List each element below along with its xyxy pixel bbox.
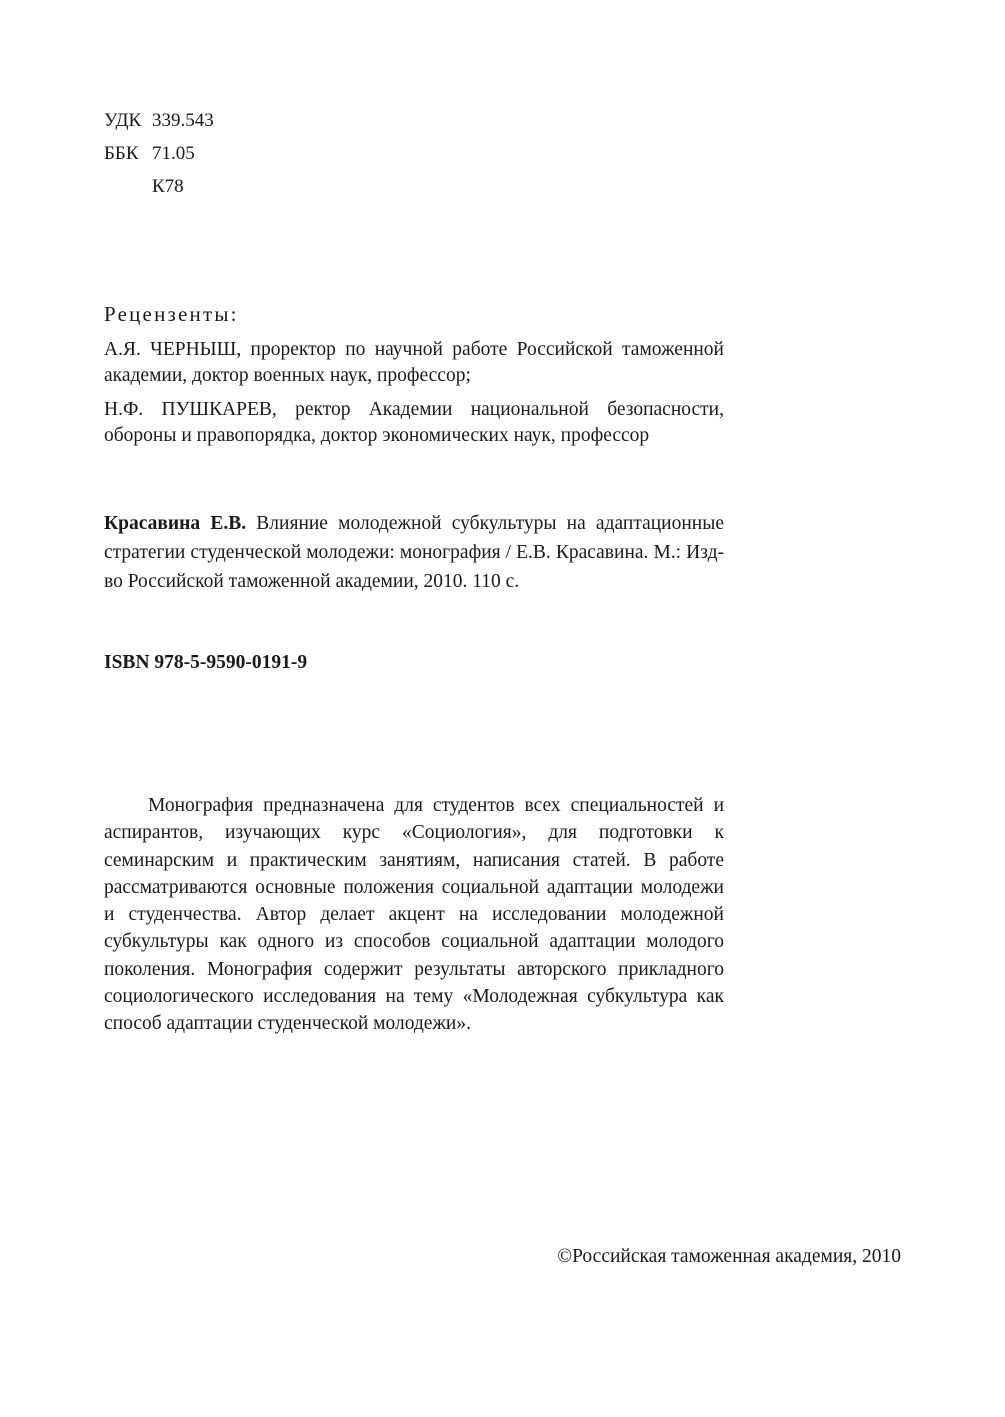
citation-author: Красавина Е.В.: [104, 513, 247, 534]
annotation-paragraph: Монография предназначена для студентов всех специальностей и аспирантов, изучающих курс «Социология», для подготовки к семинарским и практическим занятиям, написания статей. В работе рассматриваются основные положения социальной адаптации молодежи и студенчества. Автор делает акцент на исследовании молодежной субкультуры как одного из способов социальной адаптации молодого поколения. Монография содержит результаты авторского прикладного социологического исследования на тему «Молодежная субкультура как способ адаптации студенческой молодежи».: [104, 795, 724, 1035]
udc-label: УДК: [104, 110, 142, 131]
reviewers-block: [104, 302, 724, 457]
author-mark: К78: [152, 176, 184, 197]
udc-row: [104, 104, 214, 137]
bbk-row: [104, 137, 214, 170]
reviewer-item: А.Я. ЧЕРНЫШ, проректор по научной работе Российской таможенной академии, доктор военных наук, профессор;: [104, 339, 724, 386]
bibliographic-citation: [104, 509, 724, 596]
citation-text: Влияние молодежной субкультуры на адаптационные стратегии студенческой молодежи: монография / Е.В. Красавина. М.: Изд-во Российской таможенной академии, 2010. 110 с.: [104, 513, 724, 592]
reviewers-heading: Рецензенты:: [104, 302, 239, 326]
reviewer-item: Н.Ф. ПУШКАРЕВ, ректор Академии национальной безопасности, обороны и правопорядка, доктор экономических наук, профессор: [104, 399, 724, 446]
author-mark-row: [104, 170, 214, 203]
isbn: ISBN 978-5-9590-0191-9: [104, 652, 308, 673]
bbk-label: ББК: [104, 143, 139, 164]
copyright-notice: ©Российская таможенная академия, 2010: [557, 1246, 901, 1267]
bbk-value: 71.05: [152, 143, 195, 164]
classification-block: [104, 104, 214, 203]
udc-value: 339.543: [152, 110, 214, 131]
